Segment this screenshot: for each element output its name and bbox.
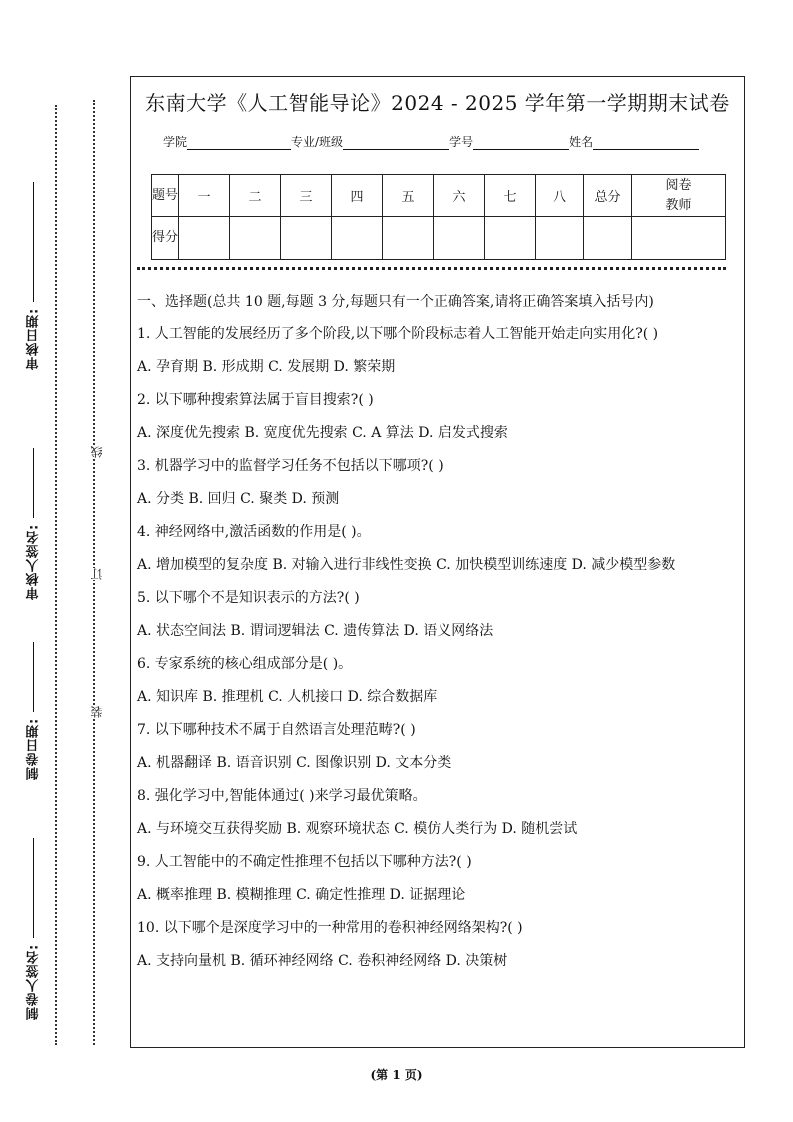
score-table xyxy=(151,174,726,260)
binding-mark-ding: 订 xyxy=(90,568,104,580)
question-options: A. 状态空间法 B. 谓词逻辑法 C. 遗传算法 D. 语义网络法 xyxy=(137,623,494,639)
maker-date-field[interactable] xyxy=(22,640,46,780)
maker-sign-field[interactable] xyxy=(22,820,46,1020)
question-stem: 10. 以下哪个是深度学习中的一种常用的卷积神经网络架构?( ) xyxy=(137,920,523,936)
college-blank[interactable] xyxy=(187,135,291,150)
section-heading: 一、选择题(总共 10 题,每题 3 分,每题只有一个正确答案,请将正确答案填入括号内) xyxy=(137,294,654,310)
college-label: 学院 xyxy=(163,135,188,149)
score-cell-total[interactable] xyxy=(584,217,632,260)
question-options: A. 概率推理 B. 模糊推理 C. 确定性推理 D. 证据理论 xyxy=(137,887,466,903)
score-label: 得分 xyxy=(152,217,179,260)
question-stem: 8. 强化学习中,智能体通过( )来学习最优策略。 xyxy=(137,788,427,804)
score-col: 七 xyxy=(485,175,536,217)
score-col: 六 xyxy=(434,175,485,217)
score-cell[interactable] xyxy=(485,217,536,260)
exam-title: 东南大学《人工智能导论》2024 - 2025 学年第一学期期末试卷 xyxy=(145,91,730,115)
question-options: A. 分类 B. 回归 C. 聚类 D. 预测 xyxy=(137,491,340,507)
question-options: A. 与环境交互获得奖励 B. 观察环境状态 C. 模仿人类行为 D. 随机尝试 xyxy=(137,821,578,837)
score-col: 五 xyxy=(383,175,434,217)
score-cell[interactable] xyxy=(281,217,332,260)
name-label: 姓名 xyxy=(569,135,594,149)
question-stem: 7. 以下哪种技术不属于自然语言处理范畴?( ) xyxy=(137,722,416,738)
question-options: A. 知识库 B. 推理机 C. 人机接口 D. 综合数据库 xyxy=(137,689,438,705)
score-col: 八 xyxy=(536,175,584,217)
maker-sign-label: 制卷人签名: xyxy=(26,943,42,1020)
reviewer-date-blank[interactable] xyxy=(34,182,35,302)
question-stem: 5. 以下哪个不是知识表示的方法?( ) xyxy=(137,590,360,606)
score-cell[interactable] xyxy=(230,217,281,260)
score-col-total: 总分 xyxy=(584,175,632,217)
binding-mark-zhuang: 装 xyxy=(90,706,104,718)
question-stem: 4. 神经网络中,激活函数的作用是( )。 xyxy=(137,524,371,540)
score-cell-grader[interactable] xyxy=(632,217,726,260)
question-stem: 9. 人工智能中的不确定性推理不包括以下哪种方法?( ) xyxy=(137,854,472,870)
score-col: 二 xyxy=(230,175,281,217)
score-cell[interactable] xyxy=(383,217,434,260)
student-id-label: 学号 xyxy=(449,135,474,149)
maker-date-blank[interactable] xyxy=(34,642,35,712)
question-section xyxy=(137,292,737,984)
score-table-header-row xyxy=(152,175,726,217)
major-label: 专业/班级 xyxy=(291,135,344,149)
score-col-grader: 阅卷教师 xyxy=(632,175,726,217)
binding-dotted-line-outer xyxy=(55,105,57,1045)
exam-frame xyxy=(130,76,745,1048)
score-col: 三 xyxy=(281,175,332,217)
score-col: 一 xyxy=(179,175,230,217)
question-number-label: 题号 xyxy=(152,175,179,217)
reviewer-date-label: 审核日期: xyxy=(26,307,42,370)
question-stem: 2. 以下哪种搜索算法属于盲目搜索?( ) xyxy=(137,392,374,408)
name-blank[interactable] xyxy=(593,135,699,150)
reviewer-date-field[interactable] xyxy=(22,160,46,370)
score-cell[interactable] xyxy=(332,217,383,260)
question-stem: 6. 专家系统的核心组成部分是( )。 xyxy=(137,656,353,672)
student-id-blank[interactable] xyxy=(473,135,569,150)
question-options: A. 支持向量机 B. 循环神经网络 C. 卷积神经网络 D. 决策树 xyxy=(137,953,508,969)
score-table-score-row xyxy=(152,217,726,260)
question-stem: 3. 机器学习中的监督学习任务不包括以下哪项?( ) xyxy=(137,458,444,474)
question-stem: 1. 人工智能的发展经历了多个阶段,以下哪个阶段标志着人工智能开始走向实用化?( ) xyxy=(137,326,659,342)
score-col: 四 xyxy=(332,175,383,217)
maker-sign-blank[interactable] xyxy=(34,838,35,938)
maker-date-label: 制卷日期: xyxy=(26,717,42,780)
question-options: A. 增加模型的复杂度 B. 对输入进行非线性变换 C. 加快模型训练速度 D. 减少模型参数 xyxy=(137,557,676,573)
score-cell[interactable] xyxy=(179,217,230,260)
reviewer-sign-field[interactable] xyxy=(22,400,46,600)
dotted-separator xyxy=(137,267,726,270)
reviewer-sign-label: 审核人签名: xyxy=(26,523,42,600)
student-info-row xyxy=(163,133,699,150)
major-blank[interactable] xyxy=(343,135,449,150)
reviewer-sign-blank[interactable] xyxy=(34,448,35,518)
score-cell[interactable] xyxy=(434,217,485,260)
binding-mark-line: 线 xyxy=(90,446,104,458)
question-options: A. 孕育期 B. 形成期 C. 发展期 D. 繁荣期 xyxy=(137,359,396,375)
question-options: A. 机器翻译 B. 语音识别 C. 图像识别 D. 文本分类 xyxy=(137,755,452,771)
page-number: (第 1 页) xyxy=(370,1068,423,1082)
score-cell[interactable] xyxy=(536,217,584,260)
question-options: A. 深度优先搜索 B. 宽度优先搜索 C. A 算法 D. 启发式搜索 xyxy=(137,425,508,441)
